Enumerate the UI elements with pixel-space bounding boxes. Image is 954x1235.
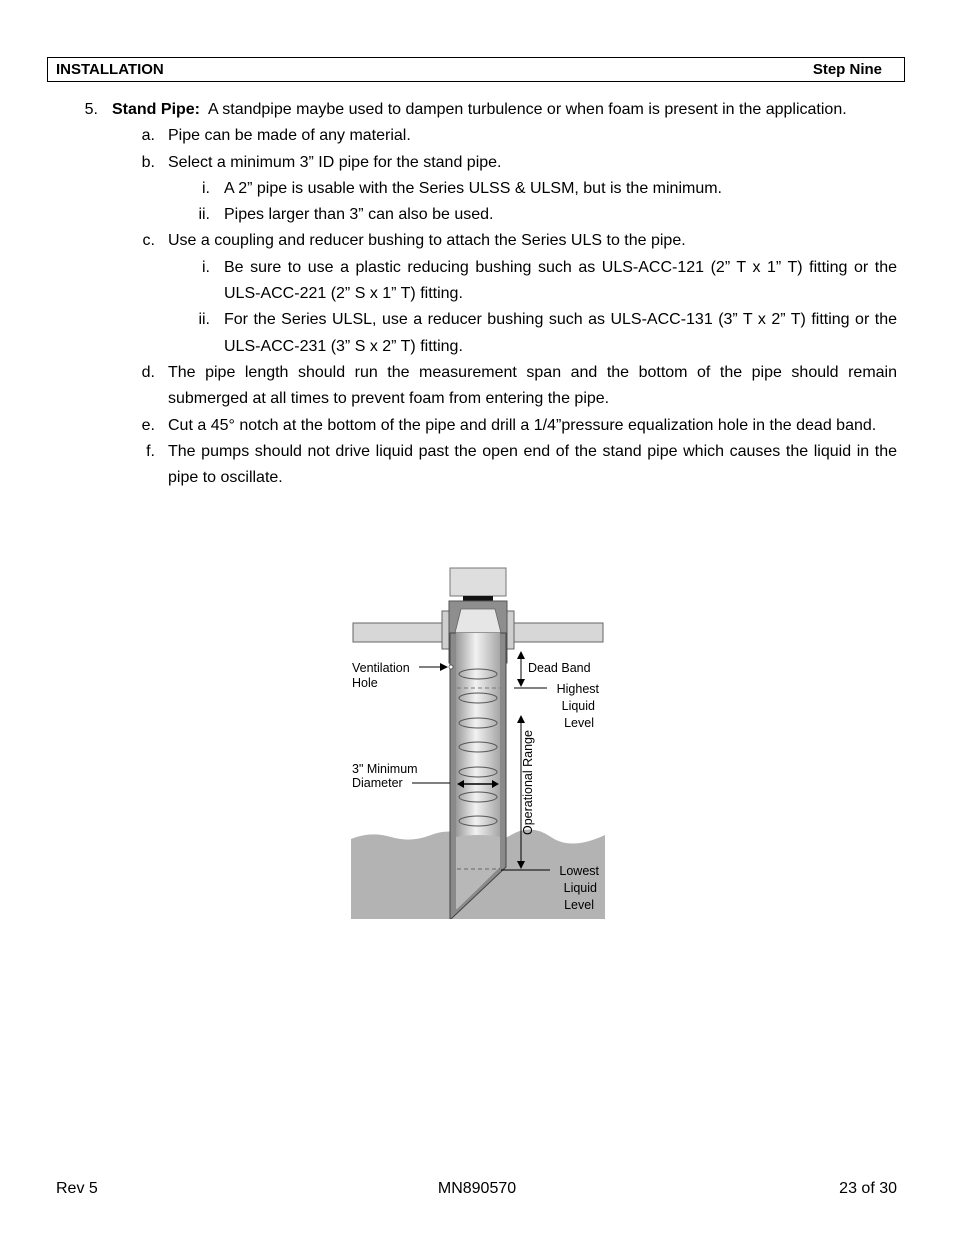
list-item-d xyxy=(0,360,954,413)
list-item-c xyxy=(0,228,954,254)
sensor-head xyxy=(450,568,506,596)
list-item-b-i xyxy=(0,176,954,202)
section-header-bar xyxy=(47,57,905,82)
item-text: The pumps should not drive liquid past the open end of the stand pipe which causes the liquid in the pipe to oscillate. xyxy=(168,442,897,487)
list-number: c. xyxy=(142,232,155,250)
item-text: A 2” pipe is usable with the Series ULSS & ULSM, but is the minimum. xyxy=(224,179,722,197)
list-item-b-ii xyxy=(0,202,954,228)
item-text: Cut a 45° notch at the bottom of the pipe and drill a 1/4”pressure equalization hole in the dead band. xyxy=(168,416,877,434)
item-text: Be sure to use a plastic reducing bushing such as ULS-ACC-121 (2” T x 1” T) fitting or the ULS-ACC-221 (2” S x 1” T) fitting. xyxy=(224,258,897,303)
list-item-f xyxy=(0,439,954,492)
list-number: ii. xyxy=(198,206,210,224)
list-item-c-ii xyxy=(0,307,954,360)
item-text: Select a minimum 3” ID pipe for the stand pipe. xyxy=(168,153,502,171)
step-label: Step Nine xyxy=(812,61,882,78)
instructions-list xyxy=(0,97,954,491)
lowest-label-3: Level xyxy=(564,898,594,912)
footer-page-number: 23 of 30 xyxy=(839,1180,897,1197)
coupling-right xyxy=(507,611,514,649)
list-number: i. xyxy=(202,179,210,197)
operational-range-label: Operational Range xyxy=(521,730,535,835)
list-item-a xyxy=(0,123,954,149)
list-number: a. xyxy=(141,127,155,145)
list-number: f. xyxy=(146,442,155,460)
item-text: The pipe length should run the measurement span and the bottom of the pipe should remain submerged at all times to prevent foam from entering the pipe. xyxy=(168,363,897,408)
highest-label-3: Level xyxy=(564,716,594,730)
list-number: ii. xyxy=(198,311,210,329)
footer-revision: Rev 5 xyxy=(56,1180,98,1197)
ventilation-hole xyxy=(449,665,453,669)
item-text: A standpipe maybe used to dampen turbulence or when foam is present in the application. xyxy=(208,101,847,118)
list-number: e. xyxy=(141,416,155,434)
footer-document-number: MN890570 xyxy=(437,1180,517,1197)
diameter-label-2: Diameter xyxy=(352,776,403,790)
item-text: Pipe can be made of any material. xyxy=(168,127,411,145)
list-item-5 xyxy=(0,97,954,123)
coupling-left xyxy=(442,611,449,649)
stand-pipe-diagram xyxy=(351,567,605,919)
lowest-label-1: Lowest xyxy=(559,864,599,878)
ventilation-label-1: Ventilation xyxy=(352,661,410,675)
highest-label-1: Highest xyxy=(556,682,599,696)
item-text: For the Series ULSL, use a reducer bushing such as ULS-ACC-131 (3” T x 2” T) fitting or the ULS-ACC-231 (3” S x 2” T) fitting. xyxy=(224,311,897,355)
dead-band-label: Dead Band xyxy=(528,661,591,675)
section-title: INSTALLATION xyxy=(56,61,164,78)
highest-label-2: Liquid xyxy=(561,699,595,713)
bushing-inner xyxy=(455,609,501,633)
list-number: 5. xyxy=(84,101,98,118)
list-item-b xyxy=(0,150,954,176)
list-number: i. xyxy=(202,258,210,276)
item-text: Use a coupling and reducer bushing to attach the Series ULS to the pipe. xyxy=(168,232,686,250)
list-number: b. xyxy=(141,153,155,171)
list-number: d. xyxy=(141,363,155,381)
diameter-label-1: 3" Minimum xyxy=(352,762,418,776)
lowest-label-2: Liquid xyxy=(563,881,597,895)
list-item-e xyxy=(0,413,954,439)
list-item-c-i xyxy=(0,255,954,308)
item-heading: Stand Pipe: xyxy=(112,101,201,118)
ventilation-label-2: Hole xyxy=(352,676,378,690)
item-text: Pipes larger than 3” can also be used. xyxy=(224,206,494,224)
